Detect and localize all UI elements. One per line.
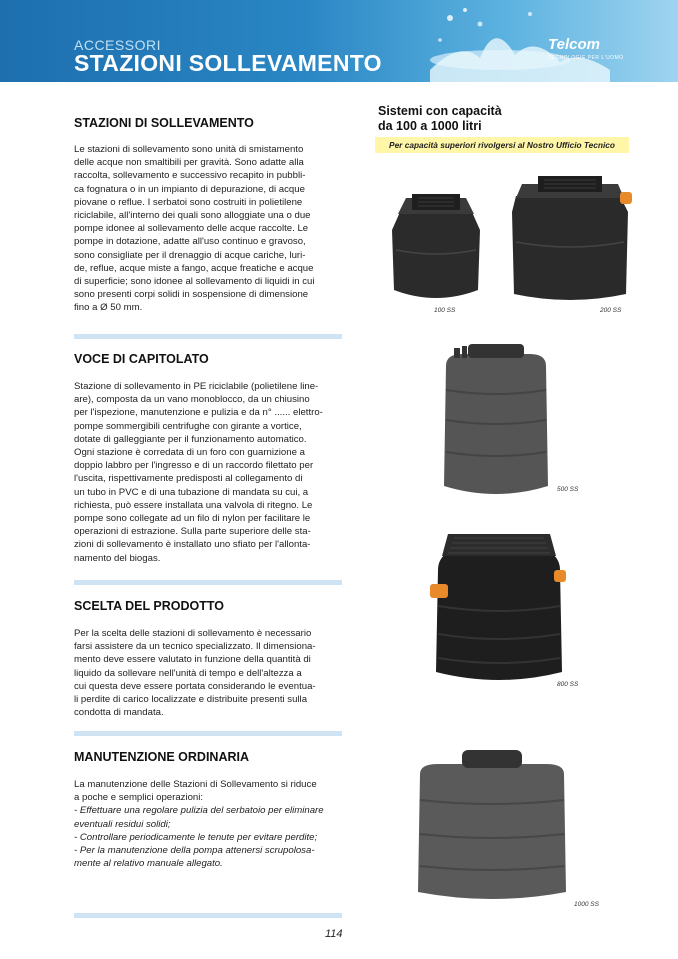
paragraph-line: li perdite di carico localizzate e distribuite presenti sulla — [74, 694, 308, 706]
paragraph-line: Ogni stazione è corredata di un foro con guarnizione a — [74, 447, 305, 459]
page-header — [0, 0, 678, 82]
paragraph-line: - Per la manutenzione della pompa attenersi scrupolosa- — [74, 845, 315, 857]
heading-stazioni: STAZIONI DI SOLLEVAMENTO — [74, 116, 254, 130]
product-image-200ss — [508, 172, 634, 308]
heading-scelta: SCELTA DEL PRODOTTO — [74, 599, 225, 613]
product-image-800ss — [428, 526, 570, 690]
paragraph-line: pompe sommergibili centrifughe con girante a vortice, — [74, 420, 302, 432]
capacity-title — [378, 104, 502, 134]
paragraph-line: sono consigliate per il drenaggio di acque cariche, luri- — [74, 249, 306, 261]
paragraph-line: liquido da sollevare nell'unità di tempo e dell'altezza a — [74, 667, 302, 679]
product-label-500ss: 500 SS — [557, 486, 579, 493]
paragraph-line: richiesta, può essere installata una valvola di ritegno. Le — [74, 499, 313, 511]
paragraph-line: raccolta, sollevamento e successivo recapito in pubbli- — [74, 170, 306, 182]
paragraph-line: ca fognatura o in un impianto di depurazione, di acque — [74, 183, 305, 195]
paragraph-stazioni — [74, 143, 342, 315]
capacity-note: Per capacità superiori rivolgersi al Nostro Ufficio Tecnico — [375, 137, 629, 153]
section-divider — [74, 731, 342, 736]
paragraph-line: piovane o reflue. I serbatoi sono costruiti in polietilene — [74, 196, 303, 208]
product-label-800ss: 800 SS — [557, 681, 579, 688]
section-divider — [74, 580, 342, 585]
paragraph-line: riciclabile, all'interno dei quali sono alloggiate una o due — [74, 210, 311, 222]
product-image-100ss — [388, 190, 484, 308]
paragraph-line: sono presenti corpi solidi in sospensione di dimensione — [74, 289, 309, 301]
paragraph-scelta — [74, 627, 342, 719]
paragraph-line: pompe in dotazione, adatte all'uso continuo e gravoso, — [74, 236, 306, 248]
paragraph-line: l'uscita, rispettivamente predisposti al collegamento di — [74, 473, 303, 485]
paragraph-line: dotate di galleggiante per il funzionamento automatico. — [74, 433, 307, 445]
paragraph-line: namento del biogas. — [74, 552, 161, 564]
paragraph-line: di superficie; sono idonee al sollevamento di liquidi in cui — [74, 276, 315, 288]
paragraph-line: cui questa deve essere portata considerando le eventua- — [74, 680, 316, 692]
paragraph-line: per l'ispezione, manutenzione e pulizia e da n° ...... elettro- — [74, 407, 323, 419]
paragraph-line: La manutenzione delle Stazioni di Sollevamento si riduce — [74, 779, 317, 790]
heading-manutenzione: MANUTENZIONE ORDINARIA — [74, 750, 249, 764]
paragraph-line: fino a Ø 50 mm. — [74, 302, 143, 314]
paragraph-line: operazioni di estrazione. Sulla parte superiore delle sta- — [74, 526, 311, 538]
paragraph-line: de, reflue, acque miste a fango, acque freatiche e acque — [74, 262, 314, 274]
paragraph-line: - Controllare periodicamente le tenute per evitare perdite; — [74, 831, 318, 843]
paragraph-manutenzione — [74, 778, 342, 870]
paragraph-line: farsi assistere da un tecnico specializzato. Il dimensiona- — [74, 641, 316, 653]
paragraph-line: pompe idonee al sollevamento delle acque raccolte. Le — [74, 223, 309, 235]
section-divider — [74, 913, 342, 918]
paragraph-line: zioni di sollevamento è installato uno sfiato per l'allonta- — [74, 539, 311, 551]
capacity-title-line2: da 100 a 1000 litri — [378, 119, 482, 133]
brand-tagline: TECNOLOGIE PER L'UOMO — [548, 55, 624, 61]
paragraph-line: doppio labbro per l'ingresso e di un raccordo filettato per — [74, 460, 314, 472]
brand-logo: Telcom — [548, 36, 600, 53]
product-label-100ss: 100 SS — [434, 307, 456, 314]
page-title: STAZIONI SOLLEVAMENTO — [74, 50, 382, 76]
paragraph-line: Per la scelta delle stazioni di sollevamento è necessario — [74, 628, 312, 639]
capacity-title-line1: Sistemi con capacità — [378, 104, 502, 118]
page-number: 114 — [325, 928, 343, 940]
paragraph-line: Le stazioni di sollevamento sono unità di smistamento — [74, 144, 304, 155]
paragraph-line: Stazione di sollevamento in PE riciclabile (polietilene line- — [74, 381, 319, 392]
product-label-1000ss: 1000 SS — [574, 901, 599, 908]
paragraph-line: un tubo in PVC e di una tubazione di mandata su cui, a — [74, 486, 309, 498]
paragraph-capitolato — [74, 380, 342, 565]
paragraph-line: are), composta da un vano monoblocco, da un chiusino — [74, 394, 310, 406]
section-divider — [74, 334, 342, 339]
paragraph-line: eventuali residui solidi; — [74, 818, 171, 830]
product-label-200ss: 200 SS — [600, 307, 622, 314]
paragraph-line: - Effettuare una regolare pulizia del serbatoio per eliminare — [74, 805, 324, 817]
heading-capitolato: VOCE DI CAPITOLATO — [74, 352, 209, 366]
paragraph-line: mento deve essere valutato in funzione della quantità di — [74, 654, 311, 666]
paragraph-line: pompe sono collegate ad un filo di nylon per facilitare le — [74, 513, 311, 525]
product-image-1000ss — [412, 744, 572, 908]
paragraph-line: delle acque non smaltibili per gravità. Sono adatte alla — [74, 157, 304, 169]
paragraph-line: a poche e semplici operazioni: — [74, 792, 204, 804]
section-label: ACCESSORI — [74, 37, 161, 53]
paragraph-line: mente al relativo manuale allegato. — [74, 858, 223, 870]
product-image-500ss — [440, 340, 552, 504]
paragraph-line: condotta di mandata. — [74, 707, 164, 719]
